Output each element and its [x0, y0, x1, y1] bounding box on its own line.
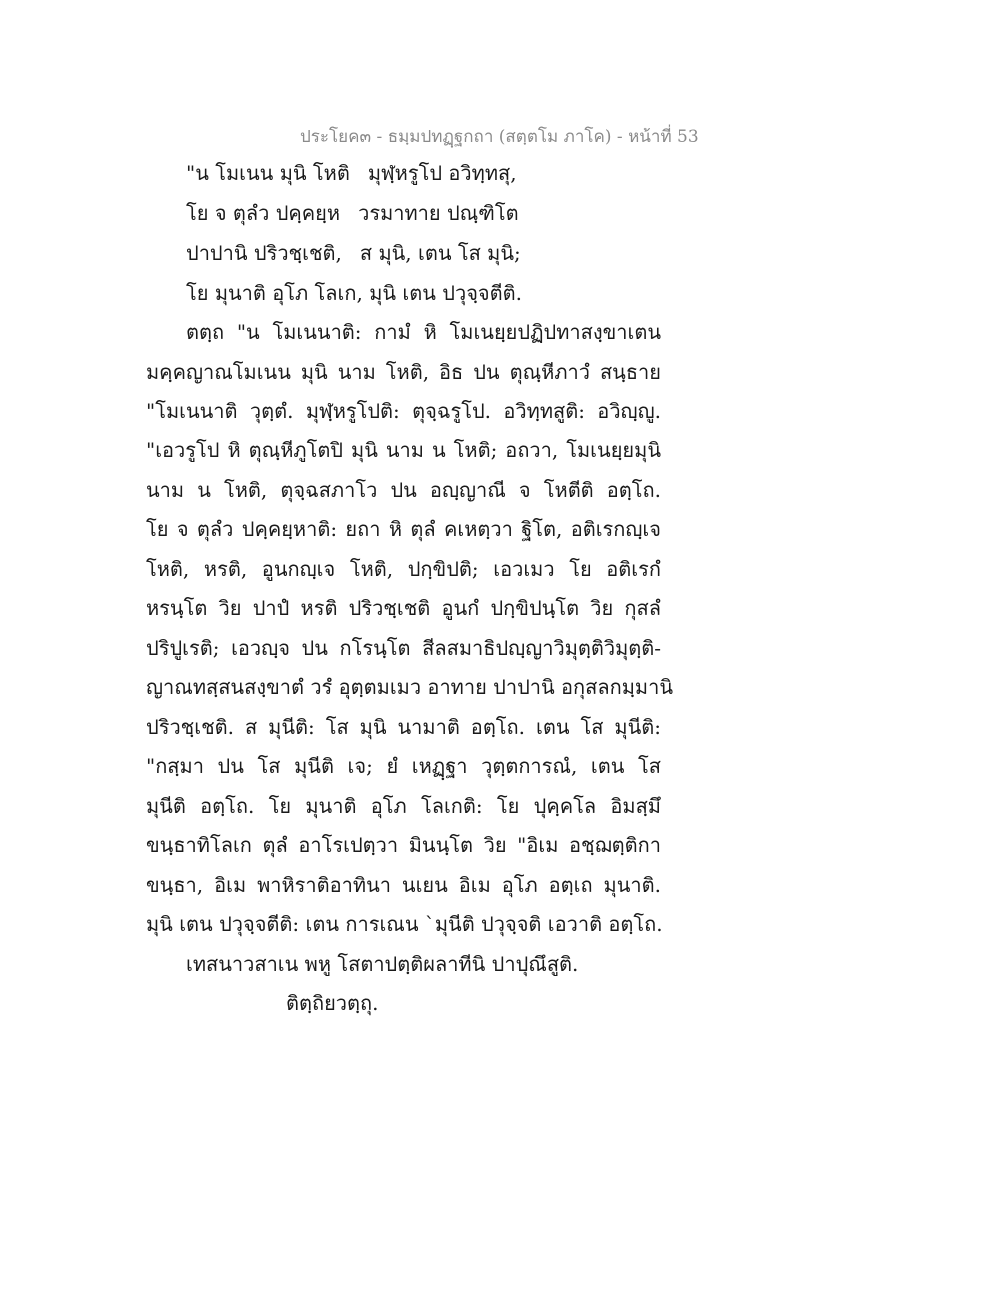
paragraph-line-1: ตตฺถ "น โมเนนาติ: กามํ หิ โมเนยฺยปฏิปทาสงฺขาเตน: [186, 320, 661, 344]
paragraph-line-11: ปริวชฺเชติ. ส มุนีติ: โส มุนิ นามาติ อตฺโถ. เตน โส มุนีติ:: [146, 715, 661, 739]
paragraph-line-10: ญาณทสฺสนสงฺขาตํ วรํ อุตฺตมเมว อาทาย ปาปานิ อกุสลกมฺมานิ: [146, 675, 674, 699]
verse-line-3-first-half: ปาปานิ ปริวชฺเชติ,: [186, 241, 342, 265]
verse-line-3-second-half: ส มุนิ, เตน โส มุนิ;: [359, 241, 521, 265]
paragraph-line-5: นาม น โหติ, ตุจฺฉสภาโว ปน อญฺญาณี จ โหตีติ อตฺโถ.: [146, 478, 661, 502]
paragraph-line-8: หรนฺโต วิย ปาปํ หรติ ปริวชฺเชติ อูนกํ ปกฺขิปนฺโต วิย กุสลํ: [146, 596, 661, 620]
verse-line-2-second-half: วรมาทาย ปณฺฑิโต: [358, 201, 519, 225]
paragraph-line-13: มุนีติ อตฺโถ. โย มุนาติ อุโภ โลเกติ: โย ปุคฺคโล อิมสฺมึ: [146, 794, 661, 818]
story-end-title: ติตฺถิยวตฺถุ.: [286, 991, 379, 1015]
page-header: ประโยค๓ - ธมฺมปทฏฺฐกถา (สตฺตโม ภาโค) - หน้าที่ 53: [300, 127, 699, 147]
paragraph-line-2: มคฺคญาณโมเนน มุนิ นาม โหติ, อิธ ปน ตุณฺหีภาวํ สนฺธาย: [146, 360, 661, 384]
verse-line-1-second-half: มุฬฺหรูโป อวิทฺทสุ,: [367, 161, 517, 185]
closing-line: เทสนาวสาเน พหู โสตาปตฺติผลาทีนิ ปาปุณึสูติ.: [186, 952, 579, 976]
verse-line-2-first-half: โย จ ตุลํว ปคฺคยฺห: [186, 201, 341, 225]
verse-line-1-first-half: "น โมเนน มุนิ โหติ: [186, 161, 350, 185]
paragraph-line-14: ขนฺธาทิโลเก ตุลํ อาโรเปตฺวา มินนฺโต วิย "อิเม อชฺฌตฺติกา: [146, 833, 661, 857]
paragraph-line-15: ขนฺธา, อิเม พาหิราติอาทินา นเยน อิเม อุโภ อตฺเถ มุนาติ.: [146, 873, 661, 897]
paragraph-line-7: โหติ, หรติ, อูนกญฺเจ โหติ, ปกฺขิปติ; เอวเมว โย อติเรกํ: [146, 557, 661, 581]
paragraph-line-3: "โมเนนาติ วุตฺตํ. มุฬฺหรูโปติ: ตุจฺฉรูโป. อวิทฺทสูติ: อวิญฺญู.: [146, 399, 661, 423]
paragraph-line-12: "กสฺมา ปน โส มุนีติ เจ; ยํ เหฏฺฐา วุตฺตการณํ, เตน โส: [146, 754, 661, 778]
paragraph-line-9: ปริปูเรติ; เอวญฺจ ปน กโรนฺโต สีลสมาธิปญฺญาวิมุตฺติวิมุตฺติ-: [146, 636, 661, 660]
verse-line-3: [186, 240, 521, 266]
verse-line-4-text: โย มุนาติ อุโภ โลเก, มุนิ เตน ปวุจฺจตีติ.: [186, 281, 522, 305]
paragraph-line-16: มุนิ เตน ปวุจฺจตีติ: เตน การเณน `มุนีติ ปวุจฺจติ เอวาติ อตฺโถ.: [146, 912, 663, 936]
paragraph-line-4: "เอวรูโป หิ ตุณฺหีภูโตปิ มุนิ นาม น โหติ; อถวา, โมเนยฺยมุนิ: [146, 438, 661, 462]
verse-line-1: [186, 160, 517, 186]
verse-line-4: [186, 280, 522, 306]
verse-line-2: [186, 200, 519, 226]
paragraph-line-6: โย จ ตุลํว ปคฺคยฺหาติ: ยถา หิ ตุลํ คเหตฺวา ฐิโต, อติเรกญฺเจ: [146, 517, 661, 541]
